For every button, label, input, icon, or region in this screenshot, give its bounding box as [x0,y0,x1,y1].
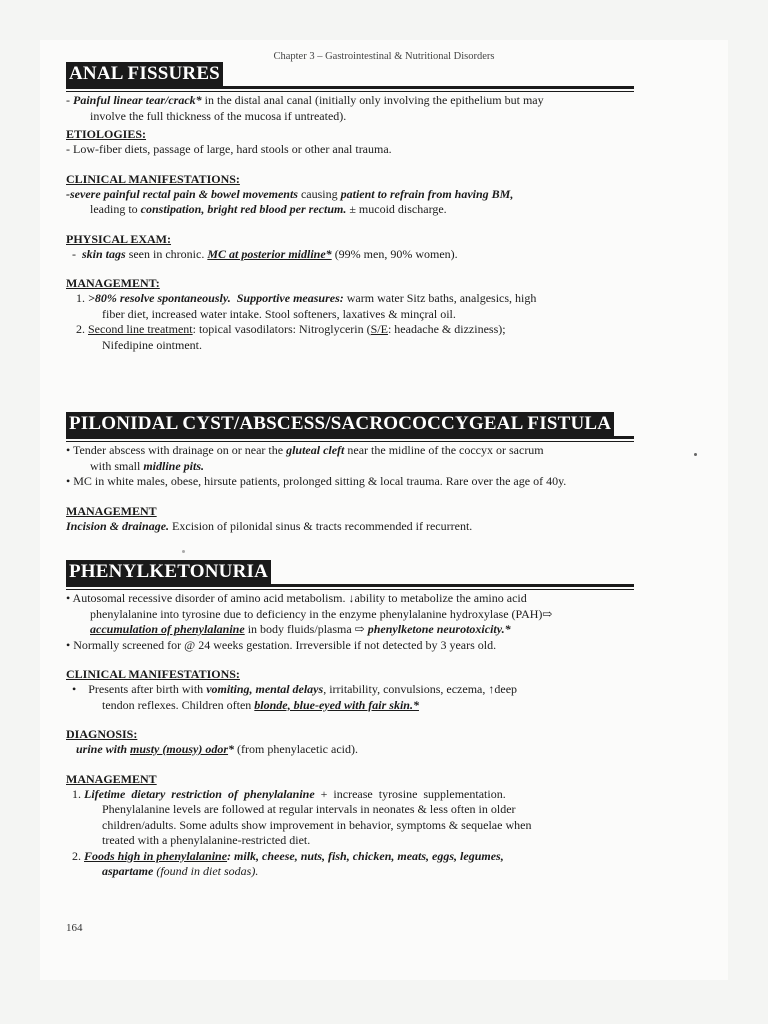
bullet-1: • Tender abscess with drainage on or near the gluteal cleft near the midline of the coccyx or sacrum [66,443,544,457]
section-header [66,412,634,439]
clinical-line-2: tendon reflexes. Children often blonde, blue-eyed with fair skin.* [102,697,419,712]
definition-line-2: involve the full thickness of the mucosa if untreated). [90,108,347,123]
clinical-line-1: • Presents after birth with vomiting, mental delays, irritability, convulsions, eczema, ↑deep [72,682,518,696]
exam-heading: PHYSICAL EXAM: [66,231,172,246]
definition-line: - Painful linear tear/crack* in the distal anal canal (initially only involving the epithelium but may [66,93,544,107]
management-item-2: 2. Second line treatment: topical vasodilators: Nitroglycerin (S/E: headache & dizziness); [76,322,506,336]
bullet-1: • Autosomal recessive disorder of amino acid metabolism. ↓ability to metabolize the amino acid [66,591,527,605]
clinical-line-2: leading to constipation, bright red blood per rectum. ± mucoid discharge. [90,202,447,216]
bullet-2: • Normally screened for @ 24 weeks gestation. Irreversible if not detected by 3 years old. [66,637,497,652]
management-item-2-cont: Nifedipine ointment. [102,337,202,352]
section-title: PILONIDAL CYST/ABSCESS/SACROCOCCYGEAL FISTULA [66,412,614,437]
management-item-2: 2. Foods high in phenylalanine: milk, cheese, nuts, fish, chicken, meats, eggs, legumes, [72,848,504,863]
document-page [40,40,728,980]
management-item-1-cont: Phenylalanine levels are followed at regular intervals in neonates & less often in older [102,802,516,816]
clinical-heading: CLINICAL MANIFESTATIONS: [66,667,240,681]
diagnosis-line: urine with musty (mousy) odor* (from phenylacetic acid). [76,742,358,756]
section-header [66,62,634,89]
section-header [66,560,634,587]
management-line: Incision & drainage. Excision of pilonidal sinus & tracts recommended if recurrent. [66,518,473,533]
management-heading: MANAGEMENT [66,771,157,786]
header-rule-thin [66,589,634,590]
speck-mark [694,453,697,456]
management-heading: MANAGEMENT: [66,276,160,290]
header-rule [66,584,634,587]
management-item-2-cont: aspartame (found in diet sodas). [102,864,259,878]
header-rule [66,436,634,439]
section-title: ANAL FISSURES [66,62,223,87]
management-item-1-cont: fiber diet, increased water intake. Stool softeners, laxatives & minçral oil. [102,306,456,321]
running-head: Chapter 3 – Gastrointestinal & Nutritional Disorders [273,51,495,62]
management-item-1-cont-3: treated with a phenylalanine-restricted diet. [102,833,311,847]
bullet-1-cont-2: accumulation of phenylalanine in body fluids/plasma ⇨ phenylketone neurotoxicity.* [90,622,511,636]
header-rule-thin [66,91,634,92]
clinical-heading: CLINICAL MANIFESTATIONS: [66,171,240,186]
speck-mark [182,550,185,553]
etiologies-text: - Low-fiber diets, passage of large, hard stools or other anal trauma. [66,142,392,156]
page-number: 164 [66,922,83,934]
management-heading: MANAGEMENT [66,503,157,518]
bullet-1-cont: with small midline pits. [90,458,205,473]
etiologies-heading: ETIOLOGIES: [66,127,147,141]
section-title: PHENYLKETONURIA [66,560,271,585]
bullet-2: • MC in white males, obese, hirsute patients, prolonged sitting & local trauma. Rare over the age of 40y. [66,474,567,488]
section-pilonidal [66,412,634,534]
header-rule-thin [66,441,634,442]
clinical-line-1: -severe painful rectal pain & bowel movements causing patient to refrain from having BM, [66,186,514,201]
section-phenylketonuria [66,560,634,880]
management-item-1-cont-2: children/adults. Some adults show improvement in behavior, symptoms & sequelae when [102,817,532,832]
diagnosis-heading: DIAGNOSIS: [66,727,138,741]
bullet-1-cont: phenylalanine into tyrosine due to deficiency in the enzyme phenylalanine hydroxylase (PAH)⇨ [90,606,553,621]
management-item-1: 1. Lifetime dietary restriction of phenylalanine + increase tyrosine supplementation. [72,786,506,801]
management-item-1: 1. >80% resolve spontaneously. Supportive measures: warm water Sitz baths, analgesics, high [76,291,537,305]
header-rule [66,86,634,89]
section-anal-fissures [66,62,634,353]
exam-line: - skin tags seen in chronic. MC at posterior midline* (99% men, 90% women). [66,246,458,261]
